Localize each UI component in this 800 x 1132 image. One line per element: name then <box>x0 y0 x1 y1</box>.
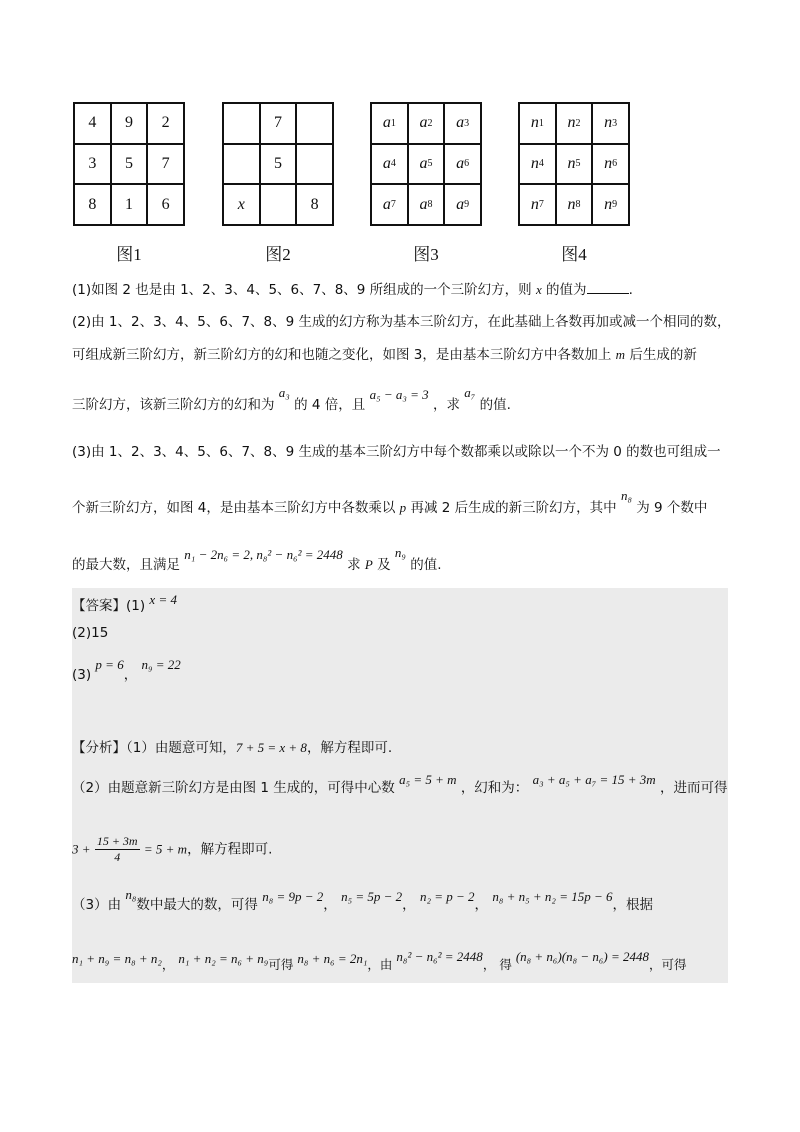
q3-text: 个新三阶幻方，如图 4，是由基本三阶幻方中各数乘以 <box>72 500 400 516</box>
analysis-4-eq-2: n₅ = 5p − 2 <box>341 889 403 904</box>
square-3-cell-8: a 8 <box>408 184 445 225</box>
q2-condition: a₅ − a₃ = 3 <box>369 387 429 402</box>
q2-text: 可组成新三阶幻方，新三阶幻方的幻和也随之变化，如图 3，是由基本三阶幻方中各数加上 <box>72 347 616 363</box>
analysis-2-text-2: ，幻和为： <box>460 780 529 796</box>
square-4-cell-9: n 9 <box>592 184 629 225</box>
analysis-4-eq-1: n₈ = 9p − 2 <box>262 889 324 904</box>
question-2-line-3 <box>72 385 511 413</box>
square-2-cell-4 <box>223 144 260 185</box>
answer-3-prefix: (3) <box>72 667 92 683</box>
q2-text-6: 的值. <box>479 397 511 413</box>
answer-3-n9: n₉ = 22 <box>141 657 181 672</box>
analysis-5-sep-2: ， <box>482 957 496 972</box>
magic-square-3 <box>370 102 482 226</box>
analysis-label: 【分析】 <box>72 740 126 756</box>
answer-label: 【答案】 <box>72 598 126 614</box>
square-2-cell-8 <box>260 184 297 225</box>
answer-blank <box>587 281 629 294</box>
square-3-cell-2: a 2 <box>408 103 445 144</box>
analysis-5-text-4: ，可得 <box>649 957 687 972</box>
magic-square-4 <box>518 102 630 226</box>
analysis-4-text-2: 数中最大的数，可得 <box>136 897 258 913</box>
square-1-cell-9: 6 <box>147 184 184 225</box>
square-1-cell-4: 3 <box>74 144 111 185</box>
square-4-cell-1: n 1 <box>519 103 556 144</box>
q3-var-p: p <box>399 500 407 515</box>
square-1-cell-7: 8 <box>74 184 111 225</box>
q3-text-7: 的值. <box>410 557 442 573</box>
analysis-5-text: 可得 <box>268 957 294 972</box>
question-3-line-2 <box>72 488 708 516</box>
analysis-line-5 <box>72 949 687 973</box>
square-4-cell-8: n 8 <box>556 184 593 225</box>
square-4-cell-2: n 2 <box>556 103 593 144</box>
answer-line-3 <box>72 657 181 683</box>
analysis-3-fraction <box>95 834 140 865</box>
figure-caption-2: 图2 <box>265 245 291 264</box>
square-1-cell-8: 1 <box>111 184 148 225</box>
square-4-cell-3: n 3 <box>592 103 629 144</box>
figure-caption-3: 图3 <box>413 245 439 264</box>
analysis-4-eq-3: n₂ = p − 2 <box>419 889 475 904</box>
analysis-1-text-2: ，解方程即可. <box>306 740 393 756</box>
q3-text-5: 求 <box>347 557 365 573</box>
square-1-cell-3: 2 <box>147 103 184 144</box>
square-4-cell-4: n 4 <box>519 144 556 185</box>
answer-line-1 <box>72 594 177 614</box>
analysis-line-2 <box>72 772 728 796</box>
analysis-2-text: （2）由题意新三阶幻方是由图 1 生成的，可得中心数 <box>72 780 395 796</box>
square-2-cell-6 <box>296 144 333 185</box>
square-4-cell-7: n 7 <box>519 184 556 225</box>
analysis-2-eq: a₅ = 5 + m <box>399 772 457 787</box>
fraction-denominator: 4 <box>114 850 121 864</box>
figure-caption-4: 图4 <box>561 245 587 264</box>
analysis-5-eq-1: n₁ + n₉ = n₈ + n₂ <box>72 951 162 966</box>
square-1-cell-1: 4 <box>74 103 111 144</box>
analysis-2-eq-2: a₃ + a₅ + a₇ = 15 + 3m <box>532 772 656 787</box>
square-1-cell-5: 5 <box>111 144 148 185</box>
square-2-cell-7: x <box>223 184 260 225</box>
question-3-line-3 <box>72 545 442 573</box>
fraction-numerator: 15 + 3m <box>96 834 138 848</box>
analysis-5-eq-2: n₁ + n₂ = n₆ + n₉ <box>178 951 269 966</box>
analysis-3-eq-a: 3 + <box>72 841 91 857</box>
square-4-cell-5: n 5 <box>556 144 593 185</box>
analysis-line-4 <box>72 887 653 913</box>
analysis-2-text-3: ，进而可得 <box>659 780 728 796</box>
q2-a7: a₇ <box>464 385 476 400</box>
square-3-cell-7: a 7 <box>371 184 408 225</box>
square-2-cell-5: 5 <box>260 144 297 185</box>
square-3-cell-9: a 9 <box>444 184 481 225</box>
q2-text-5: ，求 <box>432 397 460 413</box>
magic-square-2 <box>222 102 334 226</box>
analysis-4-sep-2: ， <box>402 897 416 913</box>
square-4-cell-6: n 6 <box>592 144 629 185</box>
square-3-cell-1: a 1 <box>371 103 408 144</box>
analysis-4-sep-3: ， <box>474 897 489 913</box>
answer-3-sep: ， <box>123 667 138 683</box>
q3-text-6: 及 <box>372 557 391 573</box>
q3-text-3: 为 9 个数中 <box>636 500 708 516</box>
q1-text-2: 的值为 <box>541 282 587 298</box>
square-2-cell-3 <box>296 103 333 144</box>
magic-square-1 <box>73 102 185 226</box>
question-2-line-1: (2)由 1、2、3、4、5、6、7、8、9 生成的幻方称为基本三阶幻方，在此基础上各数再加或减一个相同的数， <box>72 314 731 330</box>
square-2-cell-2: 7 <box>260 103 297 144</box>
answer-line-2: (2)15 <box>72 625 109 641</box>
analysis-5-sep-1: ， <box>161 957 175 972</box>
square-2-cell-9: 8 <box>296 184 333 225</box>
square-3-cell-5: a 5 <box>408 144 445 185</box>
analysis-1-eq: 7 + 5 = x + 8 <box>235 740 307 755</box>
q2-var-m: m <box>615 347 626 362</box>
square-3-cell-6: a 6 <box>444 144 481 185</box>
analysis-5-eq-5: (n₈ + n₆)(n₈ − n₆) = 2448 <box>515 949 650 964</box>
analysis-4-sep-1: ， <box>323 897 337 913</box>
figure-caption-1: 图1 <box>116 245 142 264</box>
square-1-cell-2: 9 <box>111 103 148 144</box>
analysis-5-eq-3: n₈ + n₆ = 2n₁ <box>297 951 368 966</box>
q3-var-P: P <box>364 557 373 572</box>
q2-text-4: 的 4 倍，且 <box>294 397 366 413</box>
q3-conditions: n₁ − 2n₆ = 2, n₈² − n₆² = 2448 <box>184 547 343 562</box>
analysis-line-3 <box>72 834 272 865</box>
q3-text-4: 的最大数，且满足 <box>72 557 180 573</box>
q1-text: (1)如图 2 也是由 1、2、3、4、5、6、7、8、9 所组成的一个三阶幻方，则 <box>72 282 536 298</box>
answer-3-p: p = 6 <box>95 657 124 672</box>
question-3-line-1: (3)由 1、2、3、4、5、6、7、8、9 生成的基本三阶幻方中每个数都乘以或除以一个不为 0 的数也可组成一 <box>72 444 721 460</box>
answer-1-value: x = 4 <box>149 592 177 607</box>
analysis-3-eq-b: = 5 + m <box>143 841 188 857</box>
analysis-4-text-3: ，根据 <box>612 897 653 913</box>
q2-text-3: 三阶幻方，该新三阶幻方的幻和为 <box>72 397 275 413</box>
analysis-1-text: （1）由题意可知， <box>126 740 236 756</box>
answer-1-prefix: (1) <box>126 598 146 614</box>
analysis-5-eq-4: n₈² − n₆² = 2448 <box>396 949 483 964</box>
question-2-line-2 <box>72 343 697 363</box>
q3-text-2: 再减 2 后生成的新三阶幻方，其中 <box>406 500 617 516</box>
square-3-cell-3: a 3 <box>444 103 481 144</box>
square-2-cell-1 <box>223 103 260 144</box>
analysis-3-text: ，解方程即可. <box>187 841 273 858</box>
q1-var: x <box>535 282 542 297</box>
analysis-4-n8: n₈ <box>125 887 137 902</box>
q2-a3: a₃ <box>278 385 290 400</box>
q3-n9: n₉ <box>394 545 406 560</box>
q3-n8: n₈ <box>620 488 632 503</box>
q2-text-2: 后生成的新 <box>625 347 697 363</box>
analysis-4-text: （3）由 <box>72 897 122 913</box>
square-1-cell-6: 7 <box>147 144 184 185</box>
analysis-4-eq-4: n₈ + n₅ + n₂ = 15p − 6 <box>492 889 613 904</box>
q1-period: . <box>628 282 633 298</box>
question-1 <box>72 278 633 298</box>
square-3-cell-4: a 4 <box>371 144 408 185</box>
analysis-5-text-3: 得 <box>499 957 512 972</box>
analysis-line-1 <box>72 736 392 756</box>
analysis-5-text-2: ，由 <box>367 957 393 972</box>
